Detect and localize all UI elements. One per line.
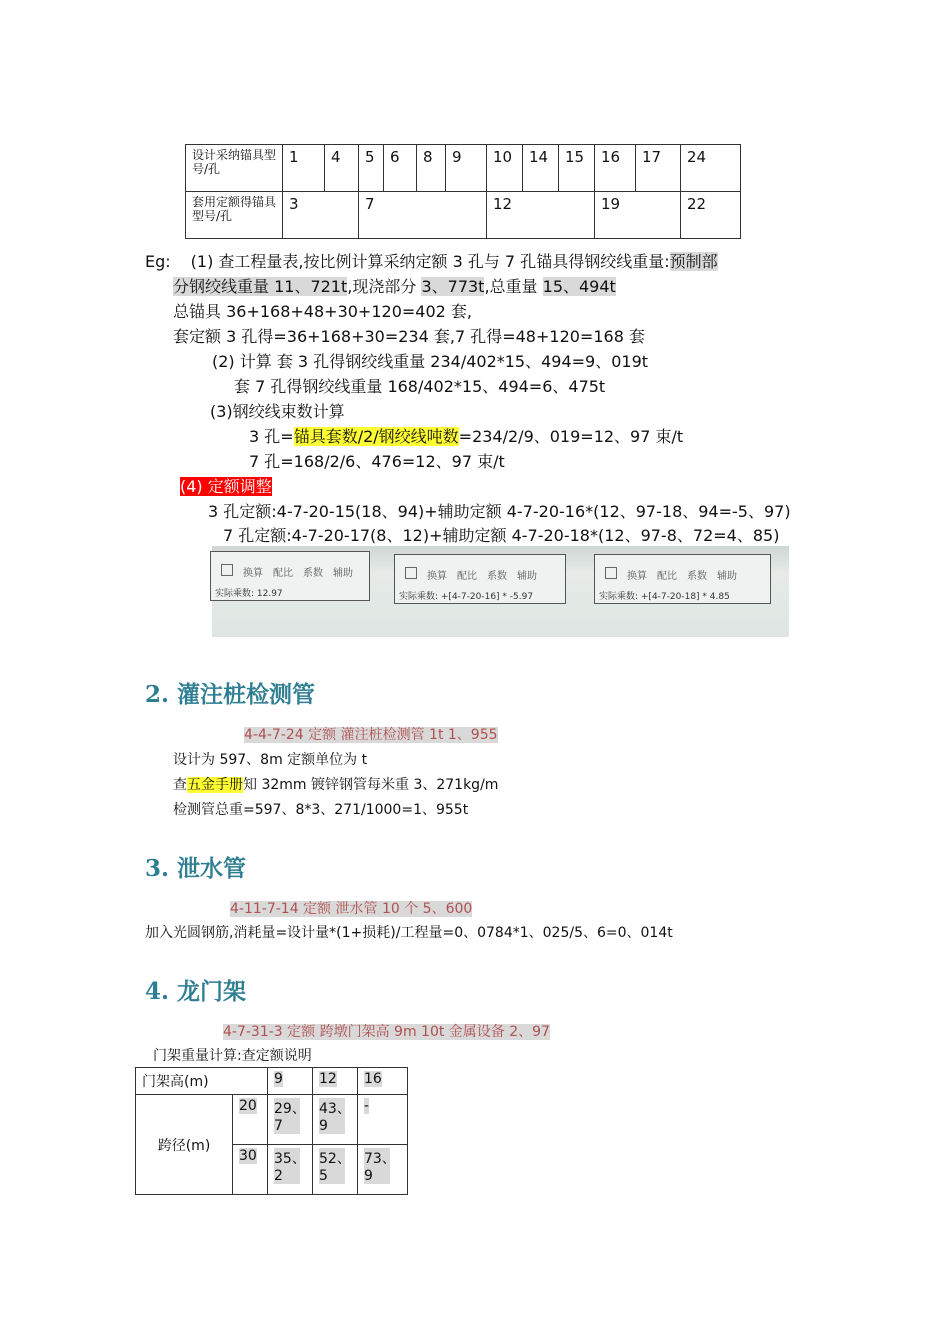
- text: 3 孔=: [249, 427, 294, 446]
- sec4-code: [223, 1021, 550, 1041]
- highlight: 15、494t: [542, 277, 616, 296]
- highlight: 3、773t: [421, 277, 485, 296]
- tab: 换算: [243, 568, 263, 579]
- cell: 7: [359, 192, 487, 239]
- software-screenshot: [212, 546, 789, 637]
- tab: 配比: [273, 568, 293, 579]
- home-icon: [405, 567, 417, 579]
- highlight: 20: [239, 1098, 257, 1114]
- cell: 9: [446, 145, 487, 192]
- multiplier-value: 实际乘数: +[4-7-20-18] * 4.85: [599, 592, 730, 602]
- panel-3: [594, 554, 771, 604]
- section-2-heading: 2. 灌注桩检测管: [145, 681, 316, 708]
- eg-line-8: [249, 424, 683, 449]
- highlight: 12: [319, 1071, 337, 1087]
- highlight: 30: [239, 1148, 257, 1164]
- cell: [358, 1095, 408, 1145]
- cell: 16: [595, 145, 636, 192]
- eg-line-12: 7 孔定额:4-7-20-17(8、12)+辅助定额 4-7-20-18*(12、97-8、72=4、85): [223, 526, 780, 545]
- cell: 22: [681, 192, 741, 239]
- cell: [233, 1095, 268, 1145]
- sec4-line-1: 门架重量计算:查定额说明: [153, 1048, 312, 1064]
- highlight: 16: [364, 1071, 382, 1087]
- tab: 辅助: [333, 568, 353, 579]
- cell: [313, 1145, 358, 1195]
- eg-line-2: [173, 274, 616, 299]
- tab: 辅助: [717, 571, 737, 582]
- tab-bar: [605, 567, 770, 582]
- eg-line-9: 7 孔=168/2/6、476=12、97 束/t: [249, 452, 505, 471]
- cell: [268, 1068, 313, 1095]
- gantry-table: [135, 1067, 408, 1195]
- tab: 配比: [457, 571, 477, 582]
- highlight: 73、9: [364, 1148, 390, 1184]
- cell: 4: [325, 145, 359, 192]
- eg-prefix: Eg:: [145, 252, 171, 271]
- panel-1: [210, 551, 370, 601]
- cell: 8: [417, 145, 446, 192]
- row1-label: 设计采纳锚具型号/孔: [186, 145, 283, 192]
- tab: 换算: [427, 571, 447, 582]
- cell: 19: [595, 192, 681, 239]
- tab: 配比: [657, 571, 677, 582]
- highlight: 4-4-7-24 定额 灌注桩检测管 1t 1、955: [244, 727, 498, 743]
- highlight: (4) 定额调整: [180, 477, 272, 496]
- cell: [268, 1095, 313, 1145]
- highlight: 43、9: [319, 1098, 345, 1134]
- sec2-line-2: [173, 774, 498, 794]
- text: ,现浇部分: [347, 277, 422, 296]
- highlight: 29、7: [274, 1098, 300, 1134]
- highlight: 锚具套数/2/钢绞线吨数: [293, 427, 459, 446]
- home-icon: [221, 564, 233, 576]
- sec2-line-1: 设计为 597、8m 定额单位为 t: [173, 752, 368, 768]
- cell: 17: [636, 145, 681, 192]
- cell: [358, 1145, 408, 1195]
- highlight: 分钢绞线重量 11、721t: [173, 277, 348, 296]
- cell: 15: [559, 145, 595, 192]
- highlight: 4-11-7-14 定额 泄水管 10 个 5、600: [230, 901, 473, 917]
- highlight: 35、2: [274, 1148, 300, 1184]
- height-label: 门架高(m): [136, 1068, 268, 1095]
- text: ,总重量: [484, 277, 543, 296]
- text: 查: [173, 777, 187, 793]
- sec3-code: [230, 898, 472, 918]
- tab: 系数: [487, 571, 507, 582]
- cell: 6: [384, 145, 417, 192]
- cell: 24: [681, 145, 741, 192]
- highlight: 52、5: [319, 1148, 345, 1184]
- highlight: 9: [274, 1071, 283, 1087]
- sec2-code: [244, 724, 498, 744]
- highlight: 4-7-31-3 定额 跨墩门架高 9m 10t 金属设备 2、97: [223, 1024, 550, 1040]
- eg-line-5: (2) 计算 套 3 孔得钢绞线重量 234/402*15、494=9、019t: [212, 352, 649, 371]
- sec2-line-3: 检测管总重=597、8*3、271/1000=1、955t: [173, 802, 469, 818]
- eg-line-11: 3 孔定额:4-7-20-15(18、94)+辅助定额 4-7-20-16*(12、97-18、94=-5、97): [208, 502, 791, 521]
- home-icon: [605, 567, 617, 579]
- tab: 系数: [303, 568, 323, 579]
- eg-line-4: 套定额 3 孔得=36+168+30=234 套,7 孔得=48+120=168 套: [173, 327, 645, 346]
- sec3-line-1: 加入光圆钢筋,消耗量=设计量*(1+损耗)/工程量=0、0784*1、025/5、6=0、014t: [145, 925, 673, 941]
- cell: [358, 1068, 408, 1095]
- row2-label: 套用定额得锚具型号/孔: [186, 192, 283, 239]
- cell: [313, 1095, 358, 1145]
- multiplier-value: 实际乘数: 12.97: [215, 589, 283, 599]
- cell: 3: [283, 192, 359, 239]
- cell: 12: [487, 192, 595, 239]
- eg-line-7: (3)钢绞线束数计算: [210, 402, 345, 421]
- eg-line-3: 总锚具 36+168+48+30+120=402 套,: [173, 302, 472, 321]
- tab: 辅助: [517, 571, 537, 582]
- tab-bar: [221, 564, 369, 579]
- section-3-heading: 3. 泄水管: [145, 855, 247, 882]
- highlight: 五金手册: [187, 777, 243, 793]
- cell: 14: [523, 145, 559, 192]
- cell: [233, 1145, 268, 1195]
- anchor-table: [185, 144, 741, 239]
- cell: [268, 1145, 313, 1195]
- text: =234/2/9、019=12、97 束/t: [458, 427, 684, 446]
- cell: 5: [359, 145, 384, 192]
- cell: [313, 1068, 358, 1095]
- text: 知 32mm 镀锌钢管每米重 3、271kg/m: [243, 777, 499, 793]
- cell: 1: [283, 145, 325, 192]
- tab: 系数: [687, 571, 707, 582]
- eg-line-6: 套 7 孔得钢绞线重量 168/402*15、494=6、475t: [234, 377, 606, 396]
- multiplier-value: 实际乘数: +[4-7-20-16] * -5.97: [399, 592, 534, 602]
- section-4-heading: 4. 龙门架: [145, 978, 247, 1005]
- eg-line-1: [145, 249, 718, 274]
- text: (1) 查工程量表,按比例计算采纳定额 3 孔与 7 孔锚具得钢绞线重量:: [190, 252, 670, 271]
- highlight: 预制部: [669, 252, 718, 271]
- panel-2: [394, 554, 566, 604]
- highlight: -: [364, 1098, 370, 1114]
- tab: 换算: [627, 571, 647, 582]
- cell: 10: [487, 145, 523, 192]
- eg-line-10: [180, 474, 272, 499]
- tab-bar: [405, 567, 565, 582]
- span-label: 跨径(m): [136, 1095, 233, 1195]
